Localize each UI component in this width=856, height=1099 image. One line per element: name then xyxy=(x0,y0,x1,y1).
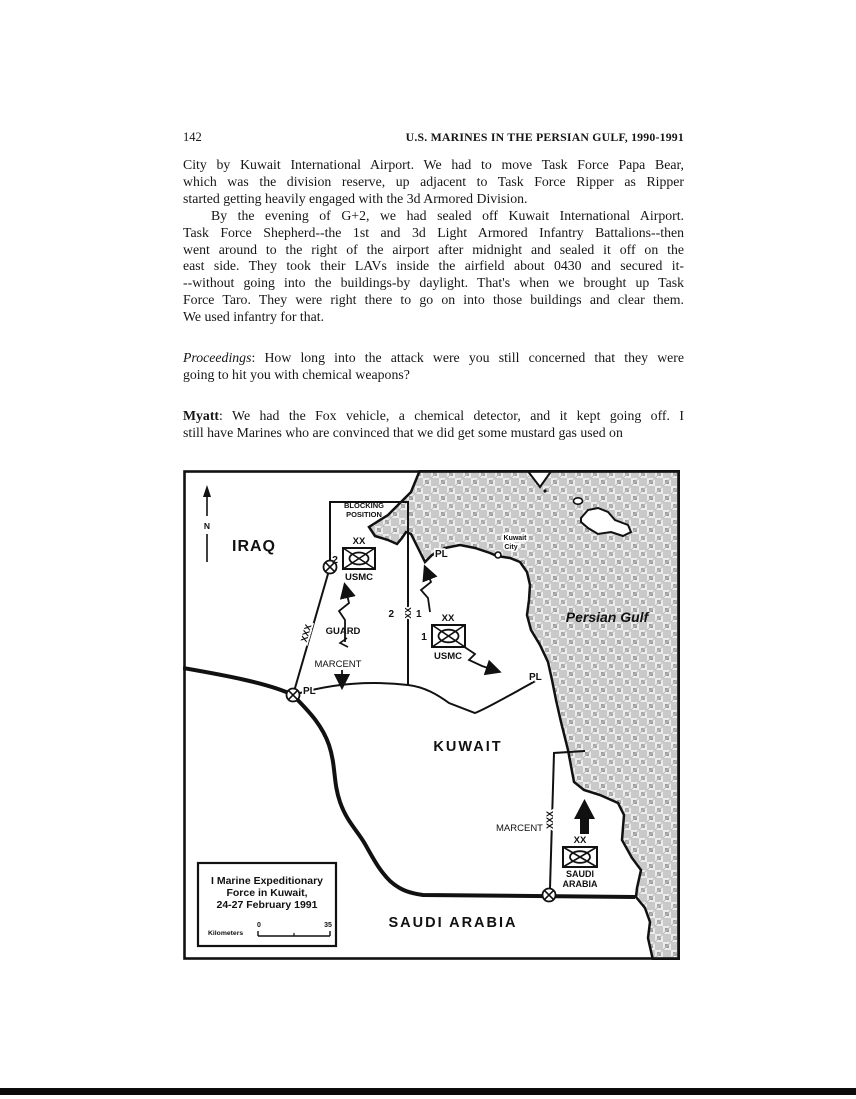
label-kuwait-city-2: City xyxy=(504,544,518,551)
unit-name-line2: ARABIA xyxy=(562,879,598,889)
unit-designation: 1 xyxy=(421,631,427,643)
label-kuwait: KUWAIT xyxy=(433,739,503,755)
page-header xyxy=(183,130,684,146)
label-xxx-west: XXX xyxy=(298,623,314,644)
body-text xyxy=(183,157,684,442)
unit-saudi xyxy=(563,835,598,889)
attack-arrow-1st-north xyxy=(421,572,431,612)
text-line: Proceedings: How long into the attack were you still concerned that they were xyxy=(183,350,684,366)
label-marcent-west: MARCENT xyxy=(314,659,362,670)
label-xxx-east: XXX xyxy=(545,810,555,830)
label-persian-gulf: Persian Gulf xyxy=(565,609,649,625)
label-marcent-south: MARCENT xyxy=(496,823,543,834)
unit-branch: USMC xyxy=(434,651,462,662)
echelon-label: XX xyxy=(573,835,587,846)
paragraph-lead: Proceedings xyxy=(183,350,252,366)
map-legend xyxy=(198,863,336,946)
label-boundary-1: 1 xyxy=(416,609,422,620)
page-number: 142 xyxy=(183,130,202,144)
legend-scale-max: 35 xyxy=(324,922,332,929)
kuwait-city-marker xyxy=(495,552,501,558)
scan-artifact-bar xyxy=(0,1088,856,1095)
boundary-point-west xyxy=(287,689,300,702)
label-pl-east: PL xyxy=(529,672,542,683)
iraq-saudi-border xyxy=(183,668,293,695)
small-islet xyxy=(574,498,583,504)
saudi-advance-arrow xyxy=(574,799,595,834)
small-dot xyxy=(543,489,546,492)
echelon-label: XX xyxy=(441,613,455,624)
label-boundary-xx: XX xyxy=(403,607,413,619)
unit-usmc-1st xyxy=(421,613,465,662)
legend-scale-min: 0 xyxy=(257,922,261,929)
text-line: went around to the right of the airport after midnight and sealed it off on the xyxy=(183,241,684,257)
text-line: By the evening of G+2, we had sealed off Kuwait International Airport. xyxy=(211,207,684,223)
legend-scale-unit: Kilometers xyxy=(208,930,244,937)
unit-designation: 2 xyxy=(332,554,338,566)
label-pl-top: PL xyxy=(435,549,448,560)
phase-line xyxy=(293,678,541,713)
lightning-mark xyxy=(340,638,348,647)
text-line: Task Force Shepherd--the 1st and 3d Light Armored Infantry Battalions--then xyxy=(183,224,684,240)
echelon-label: XX xyxy=(352,536,366,547)
label-guard: GUARD xyxy=(325,626,361,637)
persian-gulf-water xyxy=(369,470,680,960)
label-saudi-arabia: SAUDI ARABIA xyxy=(388,915,518,931)
map-figure xyxy=(183,470,680,960)
legend-title-2: Force in Kuwait, xyxy=(226,887,308,899)
text-line: still have Marines who are convinced that we did get some mustard gas used on xyxy=(183,424,623,440)
text-line: Force Taro. They were right there to go on into those buildings and clear them. xyxy=(183,292,684,308)
text-line: started getting heavily engaged with the 3d Armored Division. xyxy=(183,190,528,206)
text-line: which was the division reserve, up adjacent to Task Force Ripper as Ripper xyxy=(183,173,684,189)
boundary-point-south xyxy=(543,889,556,902)
unit-branch: USMC xyxy=(345,572,373,583)
compass-north-icon xyxy=(203,485,211,562)
theater-map xyxy=(183,470,680,960)
label-blocking-1: BLOCKING xyxy=(344,501,384,510)
legend-title-1: I Marine Expeditionary xyxy=(210,875,324,887)
text-line: Myatt: We had the Fox vehicle, a chemical detector, and it kept going off. I xyxy=(183,407,684,423)
para-3 xyxy=(183,350,684,384)
label-blocking-2: POSITION xyxy=(346,510,382,519)
para-1 xyxy=(183,157,684,208)
label-pl-west: PL xyxy=(303,686,316,697)
text-line: City by Kuwait International Airport. We had to move Task Force Papa Bear, xyxy=(183,157,684,172)
label-kuwait-city-1: Kuwait xyxy=(503,535,527,542)
unit-name-line1: SAUDI xyxy=(565,869,595,879)
legend-title-3: 24-27 February 1991 xyxy=(216,899,318,911)
text-line: east side. They took their LAVs inside the airfield about 0430 and secured it- xyxy=(183,258,684,274)
paragraph-lead: Myatt xyxy=(183,407,220,423)
unit-usmc-2d xyxy=(332,536,375,583)
label-boundary-2: 2 xyxy=(388,609,394,620)
para-2 xyxy=(183,208,684,326)
text-line: going to hit you with chemical weapons? xyxy=(183,366,410,382)
compass-n-label: N xyxy=(203,521,211,531)
text-line: --without going into the buildings-by daylight. That's when we brought up Task xyxy=(183,275,684,291)
attack-arrow-1st-southeast xyxy=(463,646,494,670)
text-line: We used infantry for that. xyxy=(183,309,325,325)
running-title: U.S. MARINES IN THE PERSIAN GULF, 1990-1991 xyxy=(405,130,684,144)
para-4 xyxy=(183,408,684,442)
label-iraq: IRAQ xyxy=(232,538,276,555)
